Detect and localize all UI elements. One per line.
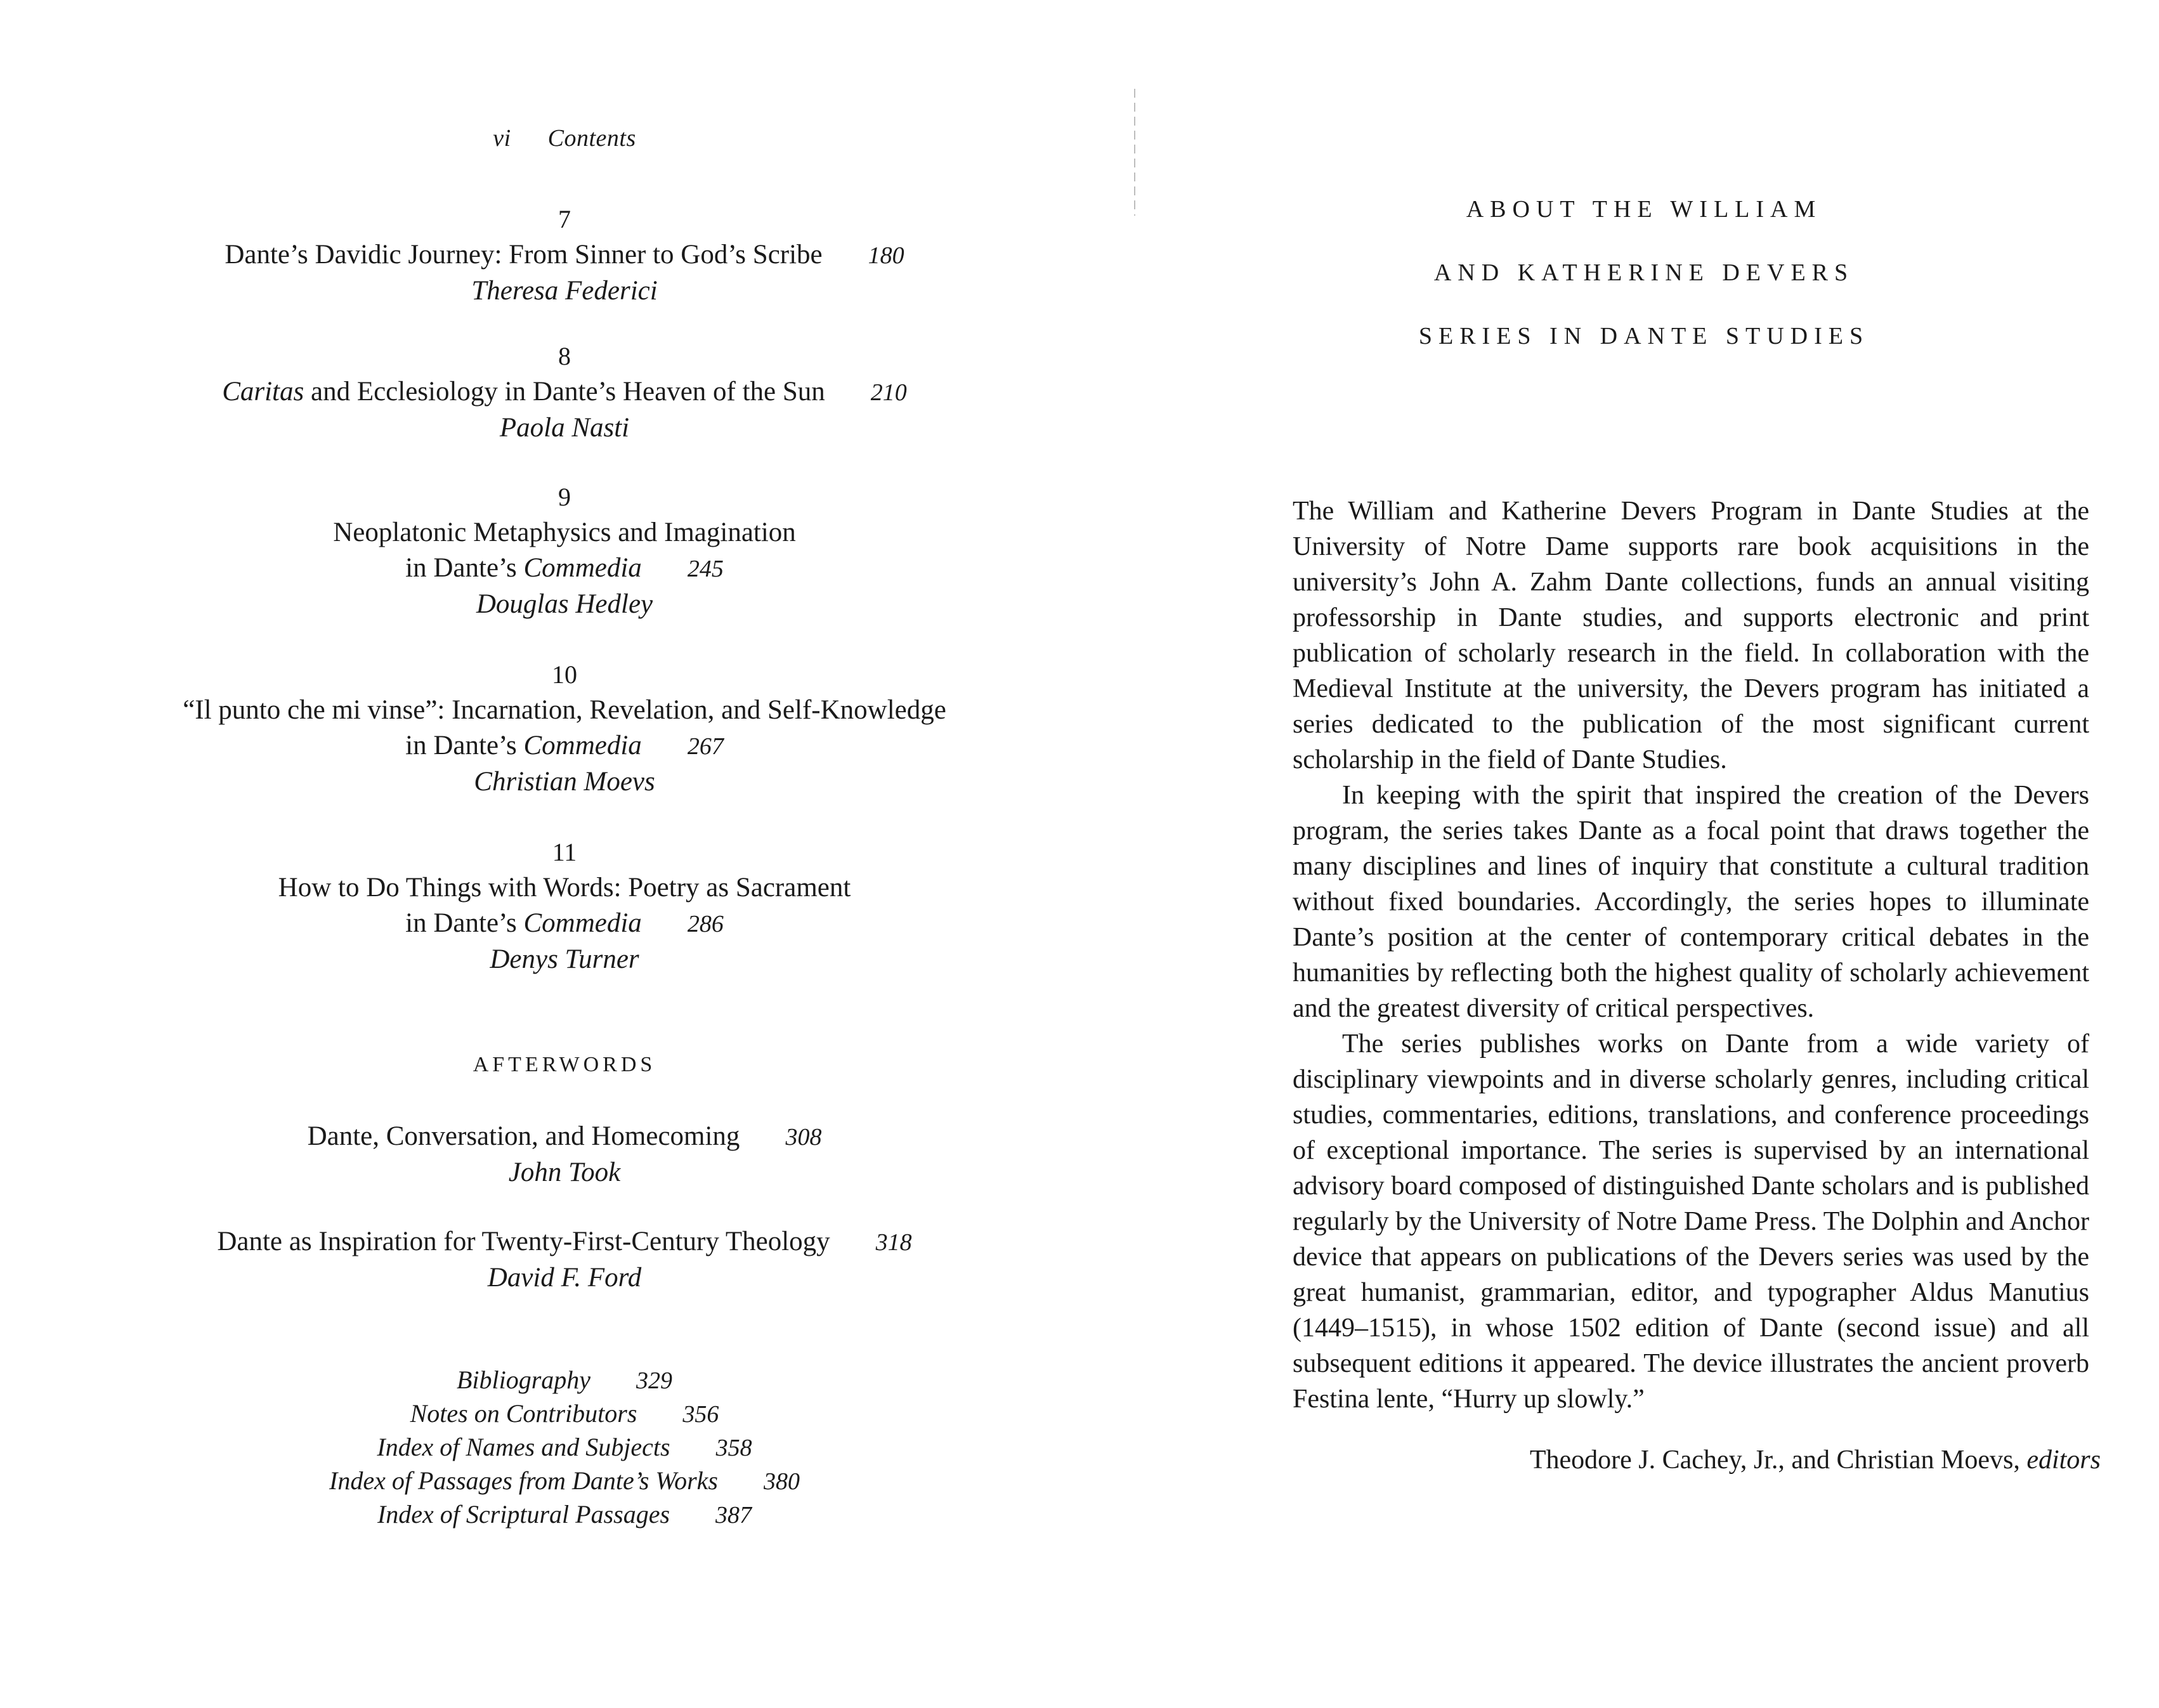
toc-entry-afterword-1[interactable] [0,1119,1129,1190]
page-number: 245 [687,556,724,582]
page-number: 286 [687,911,724,937]
series-title [1129,178,2159,368]
paragraph-1: The William and Katherine Devers Program in Dante Studies at the University of Notre Dame supports rare book acquisitions in the university’s John A. Zahm Dante collections, funds an annual visiting professorship in Dante studies, and supports electronic and print publication of scholarly research in the field. In collaboration with the Medieval Institute at the university, the Devers program has initiated a series dedicated to the publication of the most significant current scholarship in the field of Dante Studies. [1293,497,2089,774]
page-number: 356 [682,1401,719,1428]
afterword-title: Dante as Inspiration for Twenty-First-Century Theology 318 [217,1227,912,1256]
toc-entry-notes-on-contributors[interactable]: Notes on Contributors 356 [410,1399,719,1428]
chapter-title: Dante’s Davidic Journey: From Sinner to God’s Scribe 180 [225,240,904,270]
chapter-number: 7 [558,205,571,233]
chapter-number: 9 [558,483,571,511]
chapter-title-line-2: in Dante’s Commedia 245 [405,553,724,583]
chapter-number: 10 [552,660,577,689]
toc-entry-index-names-subjects[interactable]: Index of Names and Subjects 358 [377,1433,752,1461]
chapter-author: Theresa Federici [471,276,658,306]
chapter-author: Christian Moevs [474,767,655,797]
toc-entry-chapter-7[interactable] [0,202,1129,309]
page-number: 180 [868,242,904,269]
series-page [1129,0,2159,1708]
page-number: 210 [870,379,907,406]
paragraph-3: The series publishes works on Dante from a wide variety of disciplinary viewpoints and in diverse scholarly genres, including critical studies, commentaries, editions, translations, and conference proceedings of exceptional importance. The series is supervised by an international advisory board composed of distinguished Dante scholars and is published regularly by the University of Notre Dame Press. The Dolphin and Anchor device that appears on publications of the Devers series was used by the great humanist, grammarian, editor, and typographer Aldus Manutius (1449–1515), in whose 1502 edition of Dante (second issue) and all subsequent editions it appeared. The device illustrates the ancient proverb Festina lente, “Hurry up slowly.” [1293,1029,2089,1414]
chapter-number: 11 [552,838,577,866]
chapter-number: 8 [558,342,571,370]
editor-names: Theodore J. Cachey, Jr., and Christian Moevs, [1529,1445,2027,1475]
chapter-title: “Il punto che mi vinse”: Incarnation, Revelation, and Self-Knowledge [183,695,946,725]
afterword-author: John Took [508,1157,621,1187]
chapter-title-line-2: in Dante’s Commedia 286 [405,908,724,938]
paragraph-2: In keeping with the spirit that inspired the creation of the Devers program, the series takes Dante as a focal point that draws together the many disciplines and lines of inquiry that constitute a cultural tradition without fixed boundaries. Accordingly, the series hopes to illuminate Dante’s position at the center of contemporary critical debates in the humanities by reflecting both the highest quality of scholarly achievement and the greatest diversity of critical perspectives. [1293,781,2089,1023]
page-number: 380 [763,1468,800,1495]
series-title-line-1: ABOUT THE WILLIAM [1466,196,1822,223]
chapter-author: Denys Turner [490,944,639,974]
page-folio: vi [493,125,511,152]
toc-entry-chapter-11[interactable] [0,835,1129,977]
toc-entry-bibliography[interactable]: Bibliography 329 [456,1366,673,1394]
running-head [0,124,1129,152]
chapter-title: How to Do Things with Words: Poetry as Sacrament [278,873,851,903]
toc-entry-index-dante-passages[interactable]: Index of Passages from Dante’s Works 380 [329,1466,800,1495]
chapter-title: Caritas and Ecclesiology in Dante’s Heaven of the Sun 210 [222,377,907,407]
toc-entry-chapter-8[interactable] [0,339,1129,446]
editors-signature [1530,1445,2101,1475]
page-number: 387 [715,1502,752,1529]
running-head-title: Contents [547,125,636,152]
page-number: 267 [687,733,724,760]
page-number: 358 [715,1435,752,1461]
chapter-author: Paola Nasti [499,413,630,443]
chapter-title-line-2: in Dante’s Commedia 267 [405,731,724,760]
toc-entry-chapter-10[interactable] [0,657,1129,800]
toc-entry-afterword-2[interactable] [0,1224,1129,1296]
back-matter-list [0,1364,1129,1532]
page-number: 318 [875,1229,912,1256]
page-number: 308 [785,1124,822,1151]
afterwords-heading: AFTERWORDS [473,1053,656,1076]
chapter-author: Douglas Hedley [476,589,653,619]
afterword-title: Dante, Conversation, and Homecoming 308 [307,1121,822,1151]
series-title-line-2: AND KATHERINE DEVERS [1433,259,1855,286]
chapter-title: Neoplatonic Metaphysics and Imagination [333,518,796,547]
page-number: 329 [636,1367,673,1394]
afterword-author: David F. Ford [487,1263,642,1293]
series-description [1293,493,2089,1417]
series-title-line-3: SERIES IN DANTE STUDIES [1418,323,1870,349]
toc-entry-index-scriptural-passages[interactable]: Index of Scriptural Passages 387 [377,1500,752,1529]
editor-role: editors [2026,1445,2101,1475]
toc-entry-chapter-9[interactable] [0,479,1129,622]
